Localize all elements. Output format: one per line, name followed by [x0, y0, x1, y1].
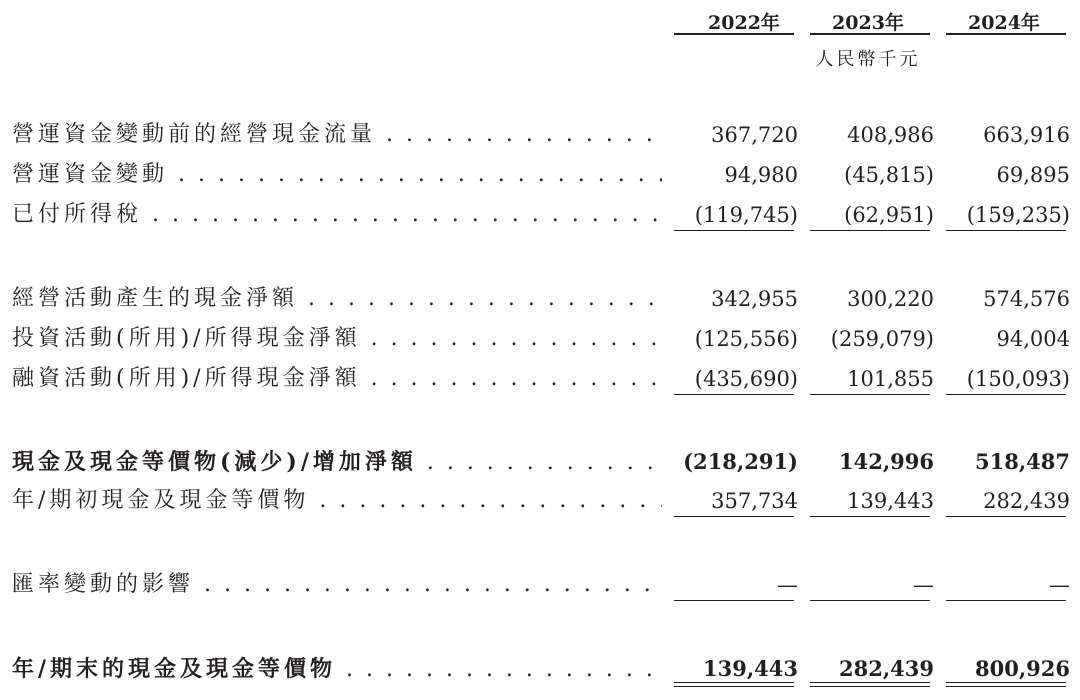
value-2024: 663,916 [983, 123, 1070, 147]
value-2023: (62,951) [844, 203, 934, 227]
table-row [0, 359, 1080, 399]
value-2023: 139,443 [847, 489, 934, 513]
year-header-2024: 2024年 [968, 12, 1040, 34]
row-label: 已付所得稅 . . . [12, 195, 662, 235]
row-label: 融資活動(所用)/所得現金淨額 . . . [12, 359, 662, 399]
value-2022: 342,955 [711, 287, 798, 311]
year-header-2023: 2023年 [832, 12, 904, 34]
value-2024: 94,004 [996, 327, 1070, 351]
table-row [0, 279, 1080, 319]
table-row [0, 649, 1080, 689]
value-2022: (125,556) [694, 327, 798, 351]
value-2024: (159,235) [966, 203, 1070, 227]
row-label: 投資活動(所用)/所得現金淨額 . . . [12, 319, 662, 359]
subtotal-rule [674, 600, 794, 601]
value-2024: 518,487 [975, 449, 1070, 474]
value-2022: (435,690) [694, 367, 798, 391]
table-row [0, 155, 1080, 195]
value-2023: 101,855 [847, 367, 934, 391]
subtotal-rule [674, 230, 794, 231]
value-2022: 357,734 [711, 489, 798, 513]
value-2024: (150,093) [966, 367, 1070, 391]
value-2022: 94,980 [724, 163, 798, 187]
subtotal-rule [810, 516, 930, 517]
subtotal-rule [946, 516, 1066, 517]
row-label: 營運資金變動前的經營現金流量 . . . [12, 115, 662, 155]
header-rule-2022 [674, 33, 794, 35]
value-2022: 367,720 [711, 123, 798, 147]
total-double-rule [810, 682, 930, 687]
subtotal-rule [674, 516, 794, 517]
subtotal-rule [810, 230, 930, 231]
table-row [0, 195, 1080, 235]
table-row [0, 565, 1080, 605]
header-rule-2024 [946, 33, 1066, 35]
value-2022: — [777, 573, 798, 597]
value-2024: 282,439 [983, 489, 1070, 513]
subtotal-rule [674, 394, 794, 395]
value-2024: 800,926 [975, 656, 1070, 681]
subtotal-rule [810, 600, 930, 601]
year-header-2022: 2022年 [708, 12, 780, 34]
unit-label: 人民幣千元 [815, 49, 921, 70]
value-2023: (259,079) [830, 327, 934, 351]
value-2023: 408,986 [847, 123, 934, 147]
row-label: 匯率變動的影響 . . . [12, 565, 662, 605]
subtotal-rule [946, 394, 1066, 395]
total-double-rule [674, 682, 794, 687]
value-2024: — [1049, 573, 1070, 597]
row-label: 現金及現金等價物(減少)/增加淨額 . . . [12, 442, 662, 483]
table-row [0, 481, 1080, 521]
table-row [0, 442, 1080, 482]
total-double-rule [946, 682, 1066, 687]
value-2024: 574,576 [983, 287, 1070, 311]
row-label: 年/期初現金及現金等價物 . . . [12, 481, 662, 521]
subtotal-rule [810, 394, 930, 395]
value-2022: (119,745) [694, 203, 798, 227]
value-2024: 69,895 [996, 163, 1070, 187]
value-2023: — [913, 573, 934, 597]
value-2023: 142,996 [839, 449, 934, 474]
table-row [0, 319, 1080, 359]
value-2023: 282,439 [839, 656, 934, 681]
value-2023: (45,815) [844, 163, 934, 187]
value-2023: 300,220 [847, 287, 934, 311]
value-2022: 139,443 [703, 656, 798, 681]
row-label: 經營活動產生的現金淨額 . . . [12, 279, 662, 319]
header-rule-2023 [810, 33, 930, 35]
subtotal-rule [946, 230, 1066, 231]
value-2022: (218,291) [683, 449, 798, 474]
row-label: 營運資金變動 . . . [12, 155, 662, 195]
row-label: 年/期末的現金及現金等價物 . . . [12, 649, 662, 690]
subtotal-rule [946, 600, 1066, 601]
table-row [0, 115, 1080, 155]
